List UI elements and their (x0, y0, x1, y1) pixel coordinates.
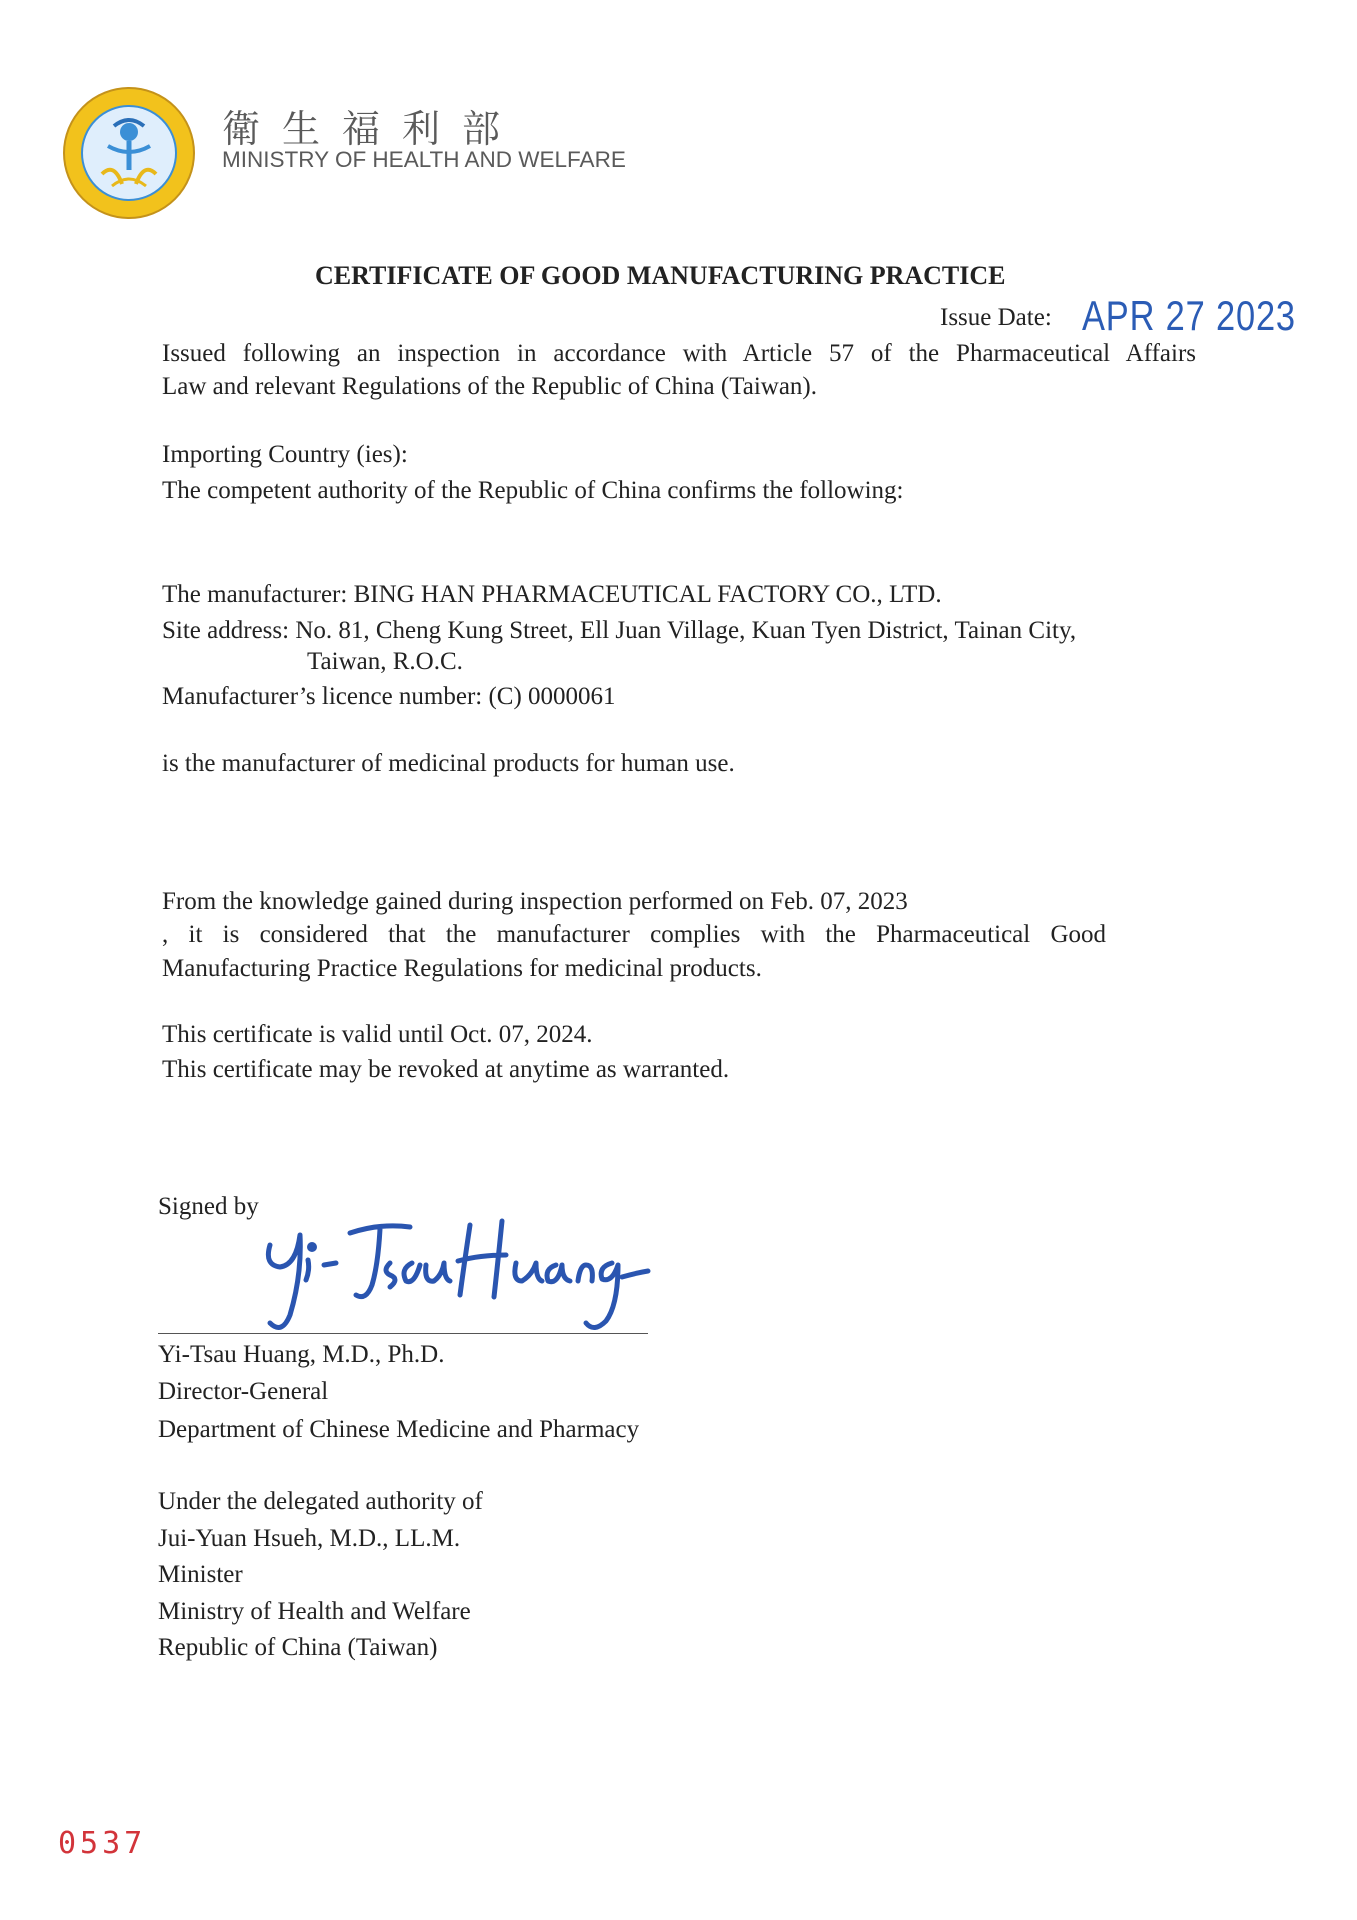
handwritten-signature (240, 1205, 660, 1345)
minister-name: Jui-Yuan Hsueh, M.D., LL.M. (158, 1525, 461, 1552)
licence-number: Manufacturer’s licence number: (C) 0000061 (162, 683, 616, 710)
inspection-line-2: , it is considered that the manufacturer complies with the Pharmaceutical Good (162, 921, 1107, 948)
inspection-line-3: Manufacturing Practice Regulations for medicinal products. (162, 955, 762, 982)
intro-line-2: Law and relevant Regulations of the Republic of China (Taiwan). (162, 373, 817, 400)
manufacturer-name: The manufacturer: BING HAN PHARMACEUTICAL FACTORY CO., LTD. (162, 581, 942, 608)
certificate-title: CERTIFICATE OF GOOD MANUFACTURING PRACTICE (315, 261, 1006, 290)
importing-country-label: Importing Country (ies): (162, 441, 408, 468)
inspection-line-1: From the knowledge gained during inspection performed on Feb. 07, 2023 (162, 888, 908, 915)
ministry-name-english: MINISTRY OF HEALTH AND WELFARE (222, 147, 626, 172)
site-address-line-2: Taiwan, R.O.C. (307, 648, 463, 675)
document-serial-number: 0537 (58, 1826, 147, 1861)
ministry-name-chinese: 衛生福利部 (222, 107, 523, 151)
issue-date-stamp: APR 27 2023 (1082, 292, 1296, 339)
validity-statement: This certificate is valid until Oct. 07, 2024. (162, 1021, 593, 1048)
delegated-authority-label: Under the delegated authority of (158, 1488, 483, 1515)
ministry-name: Ministry of Health and Welfare (158, 1598, 471, 1625)
intro-line-1: Issued following an inspection in accordance with Article 57 of the Pharmaceutical Affairs (162, 340, 1196, 367)
authority-confirms-text: The competent authority of the Republic of China confirms the following: (162, 477, 904, 504)
minister-title: Minister (158, 1561, 243, 1588)
revocation-statement: This certificate may be revoked at anytime as warranted. (162, 1056, 730, 1083)
country-name: Republic of China (Taiwan) (158, 1634, 438, 1661)
signatory-department: Department of Chinese Medicine and Pharmacy (158, 1416, 640, 1443)
product-use-statement: is the manufacturer of medicinal products for human use. (162, 750, 735, 777)
issue-date-label: Issue Date: (940, 304, 1052, 331)
signed-by-label: Signed by (158, 1193, 259, 1220)
signatory-name: Yi-Tsau Huang, M.D., Ph.D. (158, 1341, 445, 1368)
ministry-seal-logo (62, 86, 196, 220)
signature-line (158, 1333, 648, 1334)
site-address-line-1: Site address: No. 81, Cheng Kung Street, Ell Juan Village, Kuan Tyen District, Tainan City, (162, 617, 1077, 644)
signatory-title: Director-General (158, 1378, 329, 1405)
